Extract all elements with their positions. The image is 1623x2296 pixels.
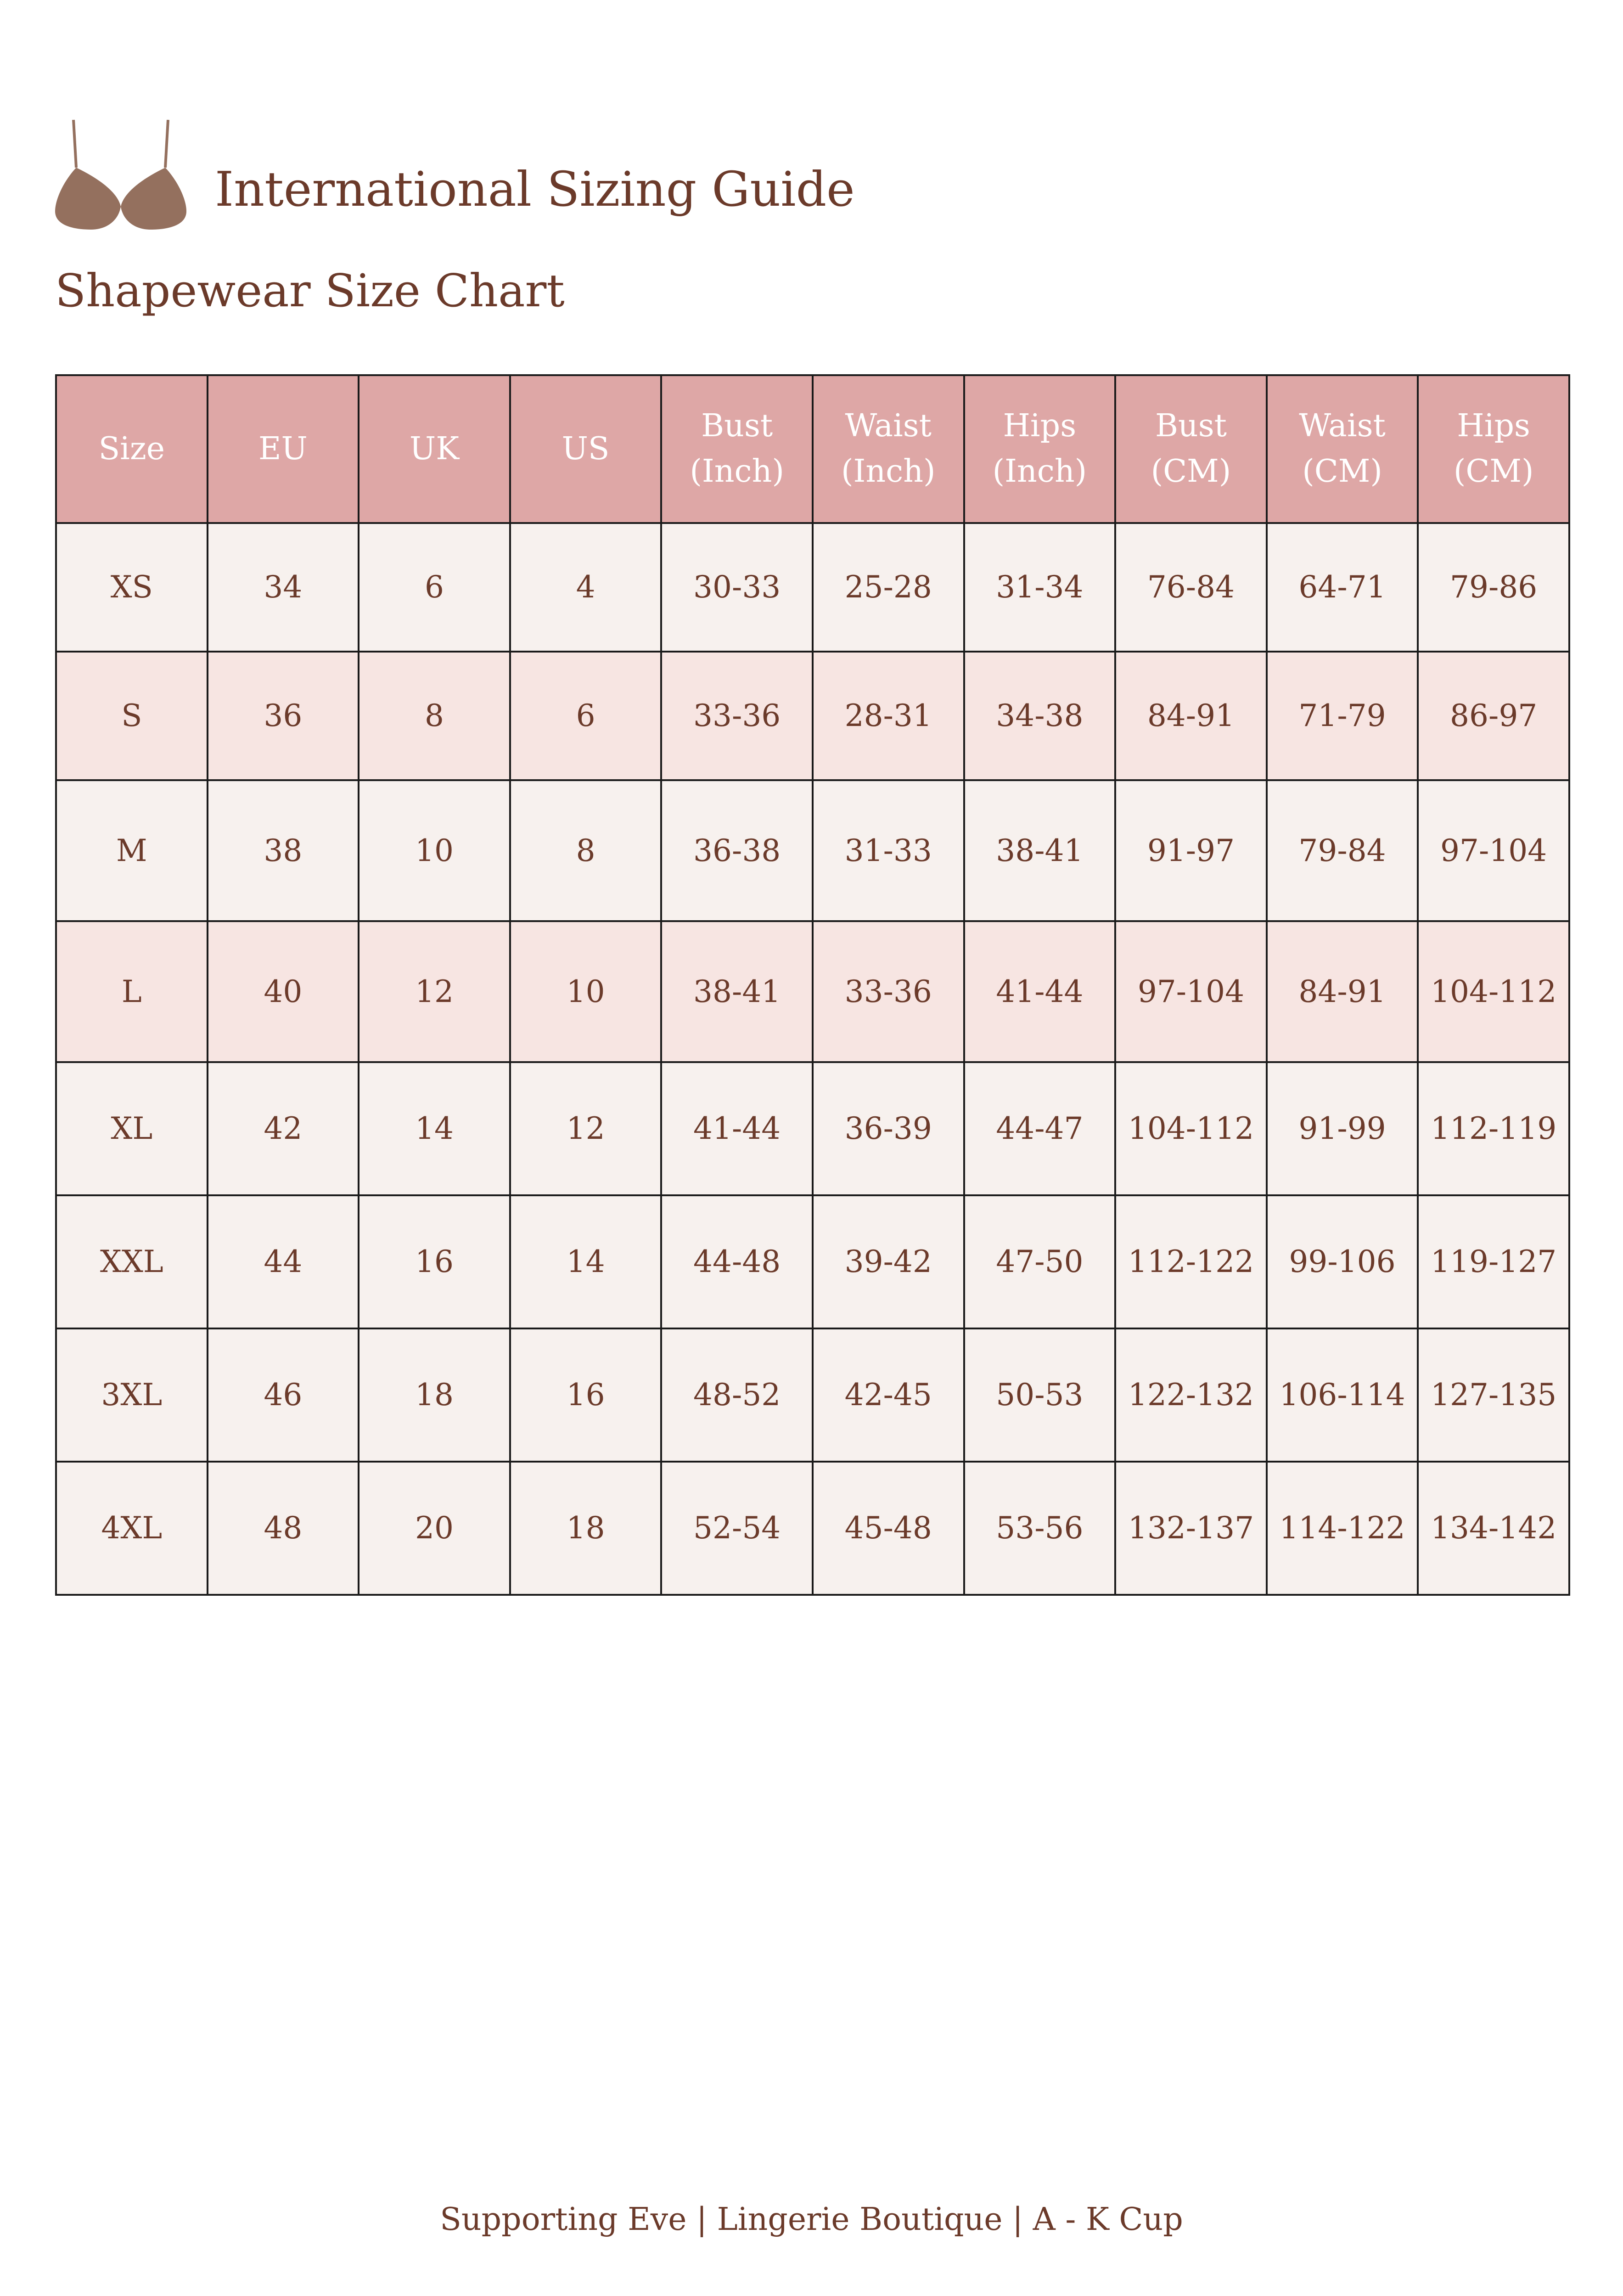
table-cell: 76-84 — [1115, 523, 1267, 652]
column-header-eu: EU — [208, 375, 359, 523]
column-header-size: Size — [56, 375, 208, 523]
table-cell: 104-112 — [1115, 1062, 1267, 1195]
table-cell: 64-71 — [1267, 523, 1418, 652]
table-cell: 44 — [208, 1195, 359, 1328]
table-cell: 127-135 — [1418, 1328, 1569, 1462]
table-row — [56, 1462, 1569, 1595]
chart-subtitle: Shapewear Size Chart — [55, 265, 565, 317]
bra-icon — [54, 117, 187, 232]
table-cell: 18 — [359, 1328, 510, 1462]
table-cell: 91-99 — [1267, 1062, 1418, 1195]
table-cell: 28-31 — [813, 652, 964, 780]
column-header-waist-cm: Waist (CM) — [1267, 375, 1418, 523]
table-cell: 119-127 — [1418, 1195, 1569, 1328]
table-cell: 106-114 — [1267, 1328, 1418, 1462]
table-cell: 4 — [510, 523, 662, 652]
table-cell: 36-38 — [661, 780, 813, 921]
table-row — [56, 1328, 1569, 1462]
table-cell: 39-42 — [813, 1195, 964, 1328]
table-cell: 86-97 — [1418, 652, 1569, 780]
table-row — [56, 652, 1569, 780]
table-cell: 97-104 — [1115, 921, 1267, 1062]
table-cell: 36 — [208, 652, 359, 780]
table-cell: 41-44 — [964, 921, 1116, 1062]
table-cell: 41-44 — [661, 1062, 813, 1195]
table-cell: 25-28 — [813, 523, 964, 652]
table-cell: XXL — [56, 1195, 208, 1328]
table-cell: S — [56, 652, 208, 780]
table-cell: 6 — [510, 652, 662, 780]
table-cell: 47-50 — [964, 1195, 1116, 1328]
table-cell: 33-36 — [661, 652, 813, 780]
table-cell: 42 — [208, 1062, 359, 1195]
table-cell: 10 — [510, 921, 662, 1062]
table-cell: 14 — [510, 1195, 662, 1328]
table-row — [56, 523, 1569, 652]
table-cell: 12 — [359, 921, 510, 1062]
table-cell: 42-45 — [813, 1328, 964, 1462]
table-cell: 20 — [359, 1462, 510, 1595]
table-row — [56, 1195, 1569, 1328]
table-cell: 53-56 — [964, 1462, 1116, 1595]
table-cell: 31-33 — [813, 780, 964, 921]
table-cell: 31-34 — [964, 523, 1116, 652]
table-cell: 84-91 — [1115, 652, 1267, 780]
table-row — [56, 780, 1569, 921]
table-cell: 40 — [208, 921, 359, 1062]
table-cell: 30-33 — [661, 523, 813, 652]
table-cell: 18 — [510, 1462, 662, 1595]
table-cell: 34 — [208, 523, 359, 652]
table-cell: 16 — [510, 1328, 662, 1462]
table-cell: 4XL — [56, 1462, 208, 1595]
column-header-uk: UK — [359, 375, 510, 523]
table-cell: 33-36 — [813, 921, 964, 1062]
table-cell: 36-39 — [813, 1062, 964, 1195]
table-cell: 6 — [359, 523, 510, 652]
table-cell: 44-47 — [964, 1062, 1116, 1195]
table-cell: 12 — [510, 1062, 662, 1195]
table-cell: 71-79 — [1267, 652, 1418, 780]
table-row — [56, 1062, 1569, 1195]
table-cell: 46 — [208, 1328, 359, 1462]
table-cell: 91-97 — [1115, 780, 1267, 921]
table-cell: 79-86 — [1418, 523, 1569, 652]
column-header-bust-inch: Bust (Inch) — [661, 375, 813, 523]
table-cell: 16 — [359, 1195, 510, 1328]
table-cell: 3XL — [56, 1328, 208, 1462]
column-header-hips-cm: Hips (CM) — [1418, 375, 1569, 523]
table-cell: 14 — [359, 1062, 510, 1195]
table-cell: M — [56, 780, 208, 921]
table-cell: 38-41 — [661, 921, 813, 1062]
table-cell: 48-52 — [661, 1328, 813, 1462]
table-cell: 104-112 — [1418, 921, 1569, 1062]
table-cell: 38 — [208, 780, 359, 921]
table-cell: XS — [56, 523, 208, 652]
table-cell: 10 — [359, 780, 510, 921]
table-cell: L — [56, 921, 208, 1062]
table-cell: 34-38 — [964, 652, 1116, 780]
column-header-bust-cm: Bust (CM) — [1115, 375, 1267, 523]
table-cell: 50-53 — [964, 1328, 1116, 1462]
table-cell: 38-41 — [964, 780, 1116, 921]
table-header-row — [56, 375, 1569, 523]
table-cell: XL — [56, 1062, 208, 1195]
footer-text: Supporting Eve | Lingerie Boutique | A - K Cup — [440, 2201, 1183, 2238]
table-cell: 112-122 — [1115, 1195, 1267, 1328]
column-header-us: US — [510, 375, 662, 523]
column-header-hips-inch: Hips (Inch) — [964, 375, 1116, 523]
table-cell: 8 — [510, 780, 662, 921]
table-cell: 122-132 — [1115, 1328, 1267, 1462]
column-header-waist-inch: Waist (Inch) — [813, 375, 964, 523]
table-cell: 112-119 — [1418, 1062, 1569, 1195]
size-chart-table — [55, 374, 1570, 1596]
table-cell: 79-84 — [1267, 780, 1418, 921]
table-cell: 8 — [359, 652, 510, 780]
table-cell: 132-137 — [1115, 1462, 1267, 1595]
table-cell: 44-48 — [661, 1195, 813, 1328]
table-cell: 99-106 — [1267, 1195, 1418, 1328]
table-cell: 97-104 — [1418, 780, 1569, 921]
table-cell: 134-142 — [1418, 1462, 1569, 1595]
table-cell: 45-48 — [813, 1462, 964, 1595]
table-cell: 52-54 — [661, 1462, 813, 1595]
table-cell: 84-91 — [1267, 921, 1418, 1062]
table-row — [56, 921, 1569, 1062]
table-cell: 114-122 — [1267, 1462, 1418, 1595]
table-cell: 48 — [208, 1462, 359, 1595]
page-title: International Sizing Guide — [215, 161, 855, 217]
